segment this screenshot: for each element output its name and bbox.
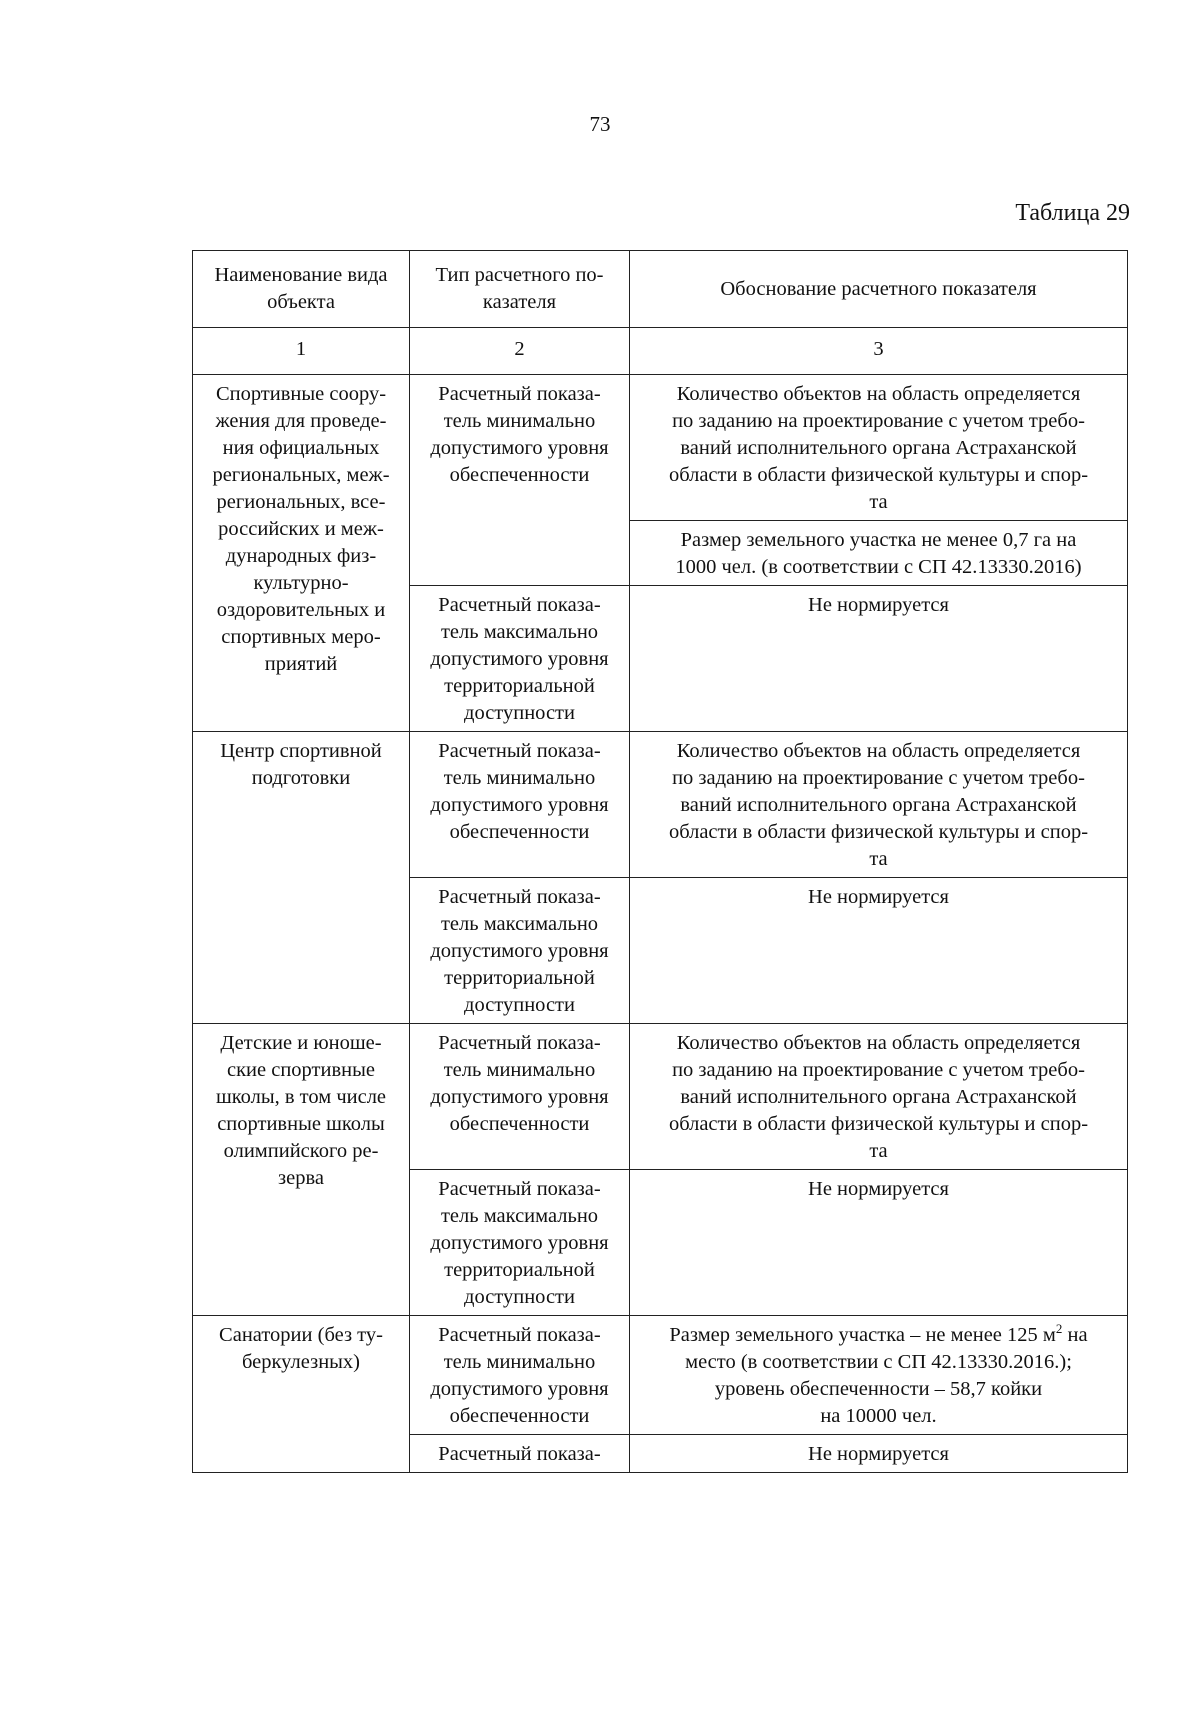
object-name-sport-center: Центр спортивной подготовки: [193, 732, 410, 1024]
column-number-1: 1: [193, 328, 410, 375]
justification-land-plot: Размер земельного участка не менее 0,7 га на 1000 чел. (в соответствии с СП 42.13330.2016): [630, 521, 1128, 586]
column-numbers-row: [193, 328, 1128, 375]
justification-sanatoria-rest: место (в соответствии с СП 42.13330.2016.); уровень обеспеченности – 58,7 койки на 10000 чел.: [685, 1351, 1072, 1427]
justification-objects-count: Количество объектов на область определяется по заданию на проектирование с учетом требо- ваний исполнительного органа Астраханской области в области физической культуры и спор- та: [630, 732, 1128, 878]
object-name-youth-schools: Детские и юноше- ские спортивные школы, в том числе спортивные школы олимпийского ре- зерва: [193, 1024, 410, 1316]
header-indicator-type: Тип расчетного по- казателя: [410, 251, 630, 328]
indicator-max-partial: Расчетный показа-: [410, 1435, 630, 1473]
indicator-max: Расчетный показа- тель максимально допустимого уровня территориальной доступности: [410, 586, 630, 732]
indicator-min: Расчетный показа- тель минимально допустимого уровня обеспеченности: [410, 375, 630, 586]
indicator-min: Расчетный показа- тель минимально допустимого уровня обеспеченности: [410, 1316, 630, 1435]
table-caption: Таблица 29: [1015, 200, 1130, 226]
indicator-min: Расчетный показа- тель минимально допустимого уровня обеспеченности: [410, 1024, 630, 1170]
header-justification: Обоснование расчетного показателя: [630, 251, 1128, 328]
table-row: [193, 1024, 1128, 1170]
justification-sanatoria-line1-end: на: [1062, 1324, 1088, 1346]
justification-objects-count: Количество объектов на область определяется по заданию на проектирование с учетом требо- ваний исполнительного органа Астраханской области в области физической культуры и спор- та: [630, 375, 1128, 521]
object-name-sport-facilities: Спортивные соору- жения для проведе- ния официальных региональных, меж- региональных, все- российских и меж- дународных физ- культурно- оздоровительных и спортивных меро- приятий: [193, 375, 410, 732]
column-number-2: 2: [410, 328, 630, 375]
justification-sanatoria-line1: Размер земельного участка – не менее 125 м: [669, 1324, 1056, 1346]
table-row: [193, 375, 1128, 521]
indicator-max: Расчетный показа- тель максимально допустимого уровня территориальной доступности: [410, 878, 630, 1024]
header-object-type: Наименование вида объекта: [193, 251, 410, 328]
standards-table: [192, 250, 1128, 1473]
square-meter-superscript: 2: [1055, 1321, 1063, 1337]
table-header-row: [193, 251, 1128, 328]
column-number-3: 3: [630, 328, 1128, 375]
page-number: 73: [589, 112, 611, 136]
justification-not-normalized: Не нормируется: [630, 586, 1128, 732]
justification-sanatoria: [630, 1316, 1128, 1435]
justification-objects-count: Количество объектов на область определяется по заданию на проектирование с учетом требо- ваний исполнительного органа Астраханской области в области физической культуры и спор- та: [630, 1024, 1128, 1170]
table-row: [193, 732, 1128, 878]
indicator-min: Расчетный показа- тель минимально допустимого уровня обеспеченности: [410, 732, 630, 878]
justification-not-normalized: Не нормируется: [630, 878, 1128, 1024]
justification-not-normalized: Не нормируется: [630, 1170, 1128, 1316]
table-row: [193, 1316, 1128, 1435]
object-name-sanatoria: Санатории (без ту- беркулезных): [193, 1316, 410, 1473]
justification-not-normalized: Не нормируется: [630, 1435, 1128, 1473]
indicator-max: Расчетный показа- тель максимально допустимого уровня территориальной доступности: [410, 1170, 630, 1316]
